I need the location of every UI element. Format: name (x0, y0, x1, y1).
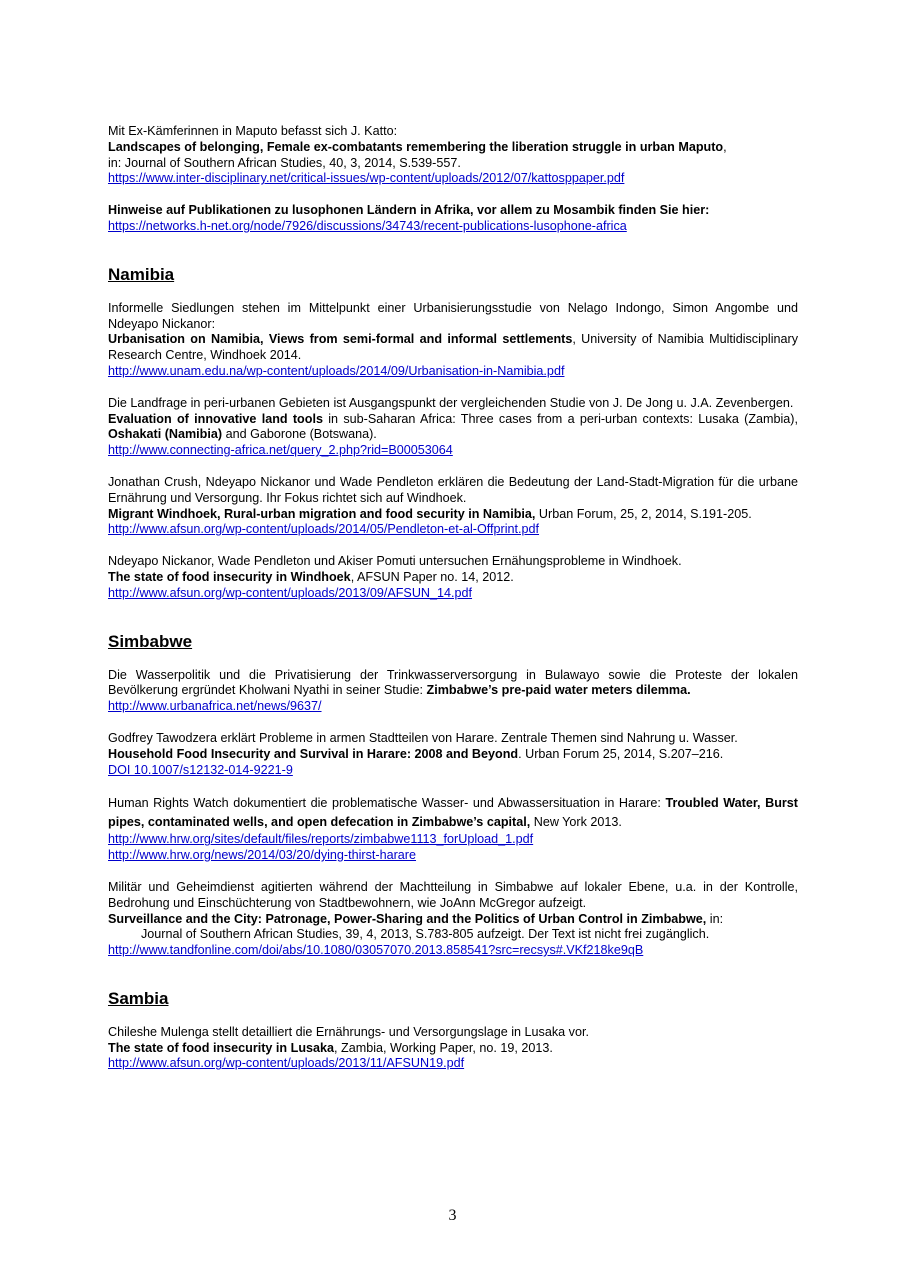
entry-simbabwe-3: Human Rights Watch dokumentiert die problematische Wasser- und Abwassersituation in Harare: Troubled Water, Burst pipes, contaminated wells, and open defecation in Zimbabwe’s capital, New York 2013. http://www.hrw.org/sites/default/files/reports/zimbabwe1113_forUpload_1.pdf http://www.hrw.org/news/2014/03/20/dying-thirst-harare (108, 796, 798, 863)
section-heading-namibia: Namibia (108, 264, 175, 284)
entry-sambia-1: Chileshe Mulenga stellt detailliert die Ernährungs- und Versorgungslage in Lusaka vor. The state of food insecurity in Lusaka, Zambia, Working Paper, no. 19, 2013. http://www.afsun.org/wp-content/uploads/2013/11/AFSUN19.pdf (108, 1025, 798, 1072)
entry-intro: Die Wasserpolitik und die Privatisierung der Trinkwasserversorgung in Bulawayo sowie die Proteste der lokalen Bevölkerung ergründet Kholwani Nyathi in seiner Studie: (108, 667, 798, 698)
entry-title: Zimbabwe’s pre-paid water meters dilemma. (426, 683, 691, 698)
entry-citation: in: Journal of Southern African Studies, 40, 3, 2014, S.539-557. (108, 155, 461, 170)
entry-intro: Informelle Siedlungen stehen im Mittelpunkt einer Urbanisierungsstudie von Nelago Indongo, Simon Angombe und Ndeyapo Nickanor: (108, 300, 798, 331)
entry-namibia-2: Die Landfrage in peri-urbanen Gebieten ist Ausgangspunkt der vergleichenden Studie von J. De Jong u. J.A. Zevenbergen. Evaluation of innovative land tools in sub-Saharan Africa: Three cases from a peri-urban contexts: Lusaka (Zambia), Oshakati (Namibia) and Gaborone (Botswana). http://www.connecting-africa.net/query_2.php?rid=B00053064 (108, 395, 798, 458)
entry-title: Migrant Windhoek, Rural-urban migration and food security in Namibia, (108, 506, 536, 521)
entry-namibia-1: Informelle Siedlungen stehen im Mittelpunkt einer Urbanisierungsstudie von Nelago Indongo, Simon Angombe und Ndeyapo Nickanor: Urbanisation on Namibia, Views from semi-formal and informal settlements, University of Namibia Multidisciplinary Research Centre, Windhoek 2014. http://www.unam.edu.na/wp-content/uploads/2014/09/Urbanisation-in-Namibia.pdf (108, 300, 798, 378)
entry-intro: Militär und Geheimdienst agitierten während der Machtteilung in Simbabwe auf lokaler Ebene, u.a. in der Kontrolle, Bedrohung und Einschüchterung von Stadtbewohnern, wie JoAnn McGregor aufzeigt. (108, 879, 798, 910)
entry-link[interactable]: http://www.hrw.org/sites/default/files/reports/zimbabwe1113_forUpload_1.pdf (108, 832, 534, 847)
entry-link[interactable]: http://www.urbanafrica.net/news/9637/ (108, 699, 322, 714)
entry-link[interactable]: https://www.inter-disciplinary.net/critical-issues/wp-content/uploads/2012/07/kattosppaper.pdf (108, 171, 625, 186)
entry-link[interactable]: https://networks.h-net.org/node/7926/discussions/34743/recent-publications-lusophone-africa (108, 218, 627, 233)
entry-citation: Journal of Southern African Studies, 39, 4, 2013, S.783-805 aufzeigt. Der Text ist nicht frei zugänglich. (141, 927, 710, 942)
entry-intro: Mit Ex-Kämferinnen in Maputo befasst sich J. Katto: (108, 124, 398, 138)
entry-link[interactable]: http://www.hrw.org/news/2014/03/20/dying-thirst-harare (108, 848, 417, 863)
entry-intro: Jonathan Crush, Ndeyapo Nickanor und Wade Pendleton erklären die Bedeutung der Land-Stadt-Migration für die urbane Ernährung und Versorgung. Ihr Fokus richtet sich auf Windhoek. (108, 474, 798, 505)
page-number: 3 (448, 1207, 457, 1224)
entry-title: Surveillance and the City: Patronage, Power-Sharing and the Politics of Urban Control in Zimbabwe, (108, 911, 707, 926)
document-body (108, 124, 798, 1072)
entry-link[interactable]: http://www.afsun.org/wp-content/uploads/2013/11/AFSUN19.pdf (108, 1056, 465, 1071)
entry-intro: Human Rights Watch dokumentiert die problematische Wasser- und Abwassersituation in Harare: (108, 796, 666, 811)
entry-lusophone (108, 203, 798, 235)
entry-title: Landscapes of belonging, Female ex-combatants remembering the liberation struggle in urban Maputo (108, 139, 724, 154)
entry-title: Household Food Insecurity and Survival in Harare: 2008 and Beyond (108, 746, 519, 761)
entry-intro: Godfrey Tawodzera erklärt Probleme in armen Stadtteilen von Harare. Zentrale Themen sind Nahrung u. Wasser. (108, 730, 738, 745)
entry-title: Urbanisation on Namibia, Views from semi-formal and informal settlements (108, 332, 573, 347)
entry-intro: Chileshe Mulenga stellt detailliert die Ernährungs- und Versorgungslage in Lusaka vor. (108, 1024, 589, 1039)
section-heading-simbabwe: Simbabwe (108, 631, 193, 651)
entry-title: Troubled Water, Burst pipes, contaminated wells, and open defecation in Zimbabwe’s capital, (108, 796, 798, 830)
entry-title: Hinweise auf Publikationen zu lusophonen Ländern in Afrika, vor allem zu Mosambik finden Sie hier: (108, 203, 710, 218)
entry-intro: Die Landfrage in peri-urbanen Gebieten ist Ausgangspunkt der vergleichenden Studie von J. De Jong u. J.A. Zevenbergen. (108, 395, 794, 410)
entry-link[interactable]: http://www.afsun.org/wp-content/uploads/2014/05/Pendleton-et-al-Offprint.pdf (108, 522, 540, 537)
section-heading-sambia: Sambia (108, 988, 169, 1008)
entry-simbabwe-4: Militär und Geheimdienst agitierten während der Machtteilung in Simbabwe auf lokaler Ebene, u.a. in der Kontrolle, Bedrohung und Einschüchterung von Stadtbewohnern, wie JoAnn McGregor aufzeigt. Surveillance and the City: Patronage, Power-Sharing and the Politics of Urban Control in Zimbabwe, in: Journal of Southern African Studies, 39, 4, 2013, S.783-805 aufzeigt. Der Text ist nicht frei zugänglich. http://www.tandfonline.com/doi/abs/10.1080/03057070.2013.858541?src=recsys#.VKf218ke9qB (108, 879, 798, 958)
entry-namibia-3: Jonathan Crush, Ndeyapo Nickanor und Wade Pendleton erklären die Bedeutung der Land-Stadt-Migration für die urbane Ernährung und Versorgung. Ihr Fokus richtet sich auf Windhoek. Migrant Windhoek, Rural-urban migration and food security in Namibia, Urban Forum, 25, 2, 2014, S.191-205. http://www.afsun.org/wp-content/uploads/2014/05/Pendleton-et-al-Offprint.pdf (108, 474, 798, 537)
entry-simbabwe-1 (108, 668, 798, 715)
entry-namibia-4: Ndeyapo Nickanor, Wade Pendleton und Akiser Pomuti untersuchen Ernähungsprobleme in Windhoek. The state of food insecurity in Windhoek, AFSUN Paper no. 14, 2012. http://www.afsun.org/wp-content/uploads/2013/09/AFSUN_14.pdf (108, 554, 798, 601)
entry-simbabwe-2: Godfrey Tawodzera erklärt Probleme in armen Stadtteilen von Harare. Zentrale Themen sind Nahrung u. Wasser. Household Food Insecurity and Survival in Harare: 2008 and Beyond. Urban Forum 25, 2014, S.207–216. DOI 10.1007/s12132-014-9221-9 (108, 731, 798, 778)
entry-link[interactable]: http://www.unam.edu.na/wp-content/uploads/2014/09/Urbanisation-in-Namibia.pdf (108, 363, 565, 378)
entry-link[interactable]: http://www.afsun.org/wp-content/uploads/2013/09/AFSUN_14.pdf (108, 585, 473, 600)
entry-intro: Ndeyapo Nickanor, Wade Pendleton und Akiser Pomuti untersuchen Ernähungsprobleme in Windhoek. (108, 554, 682, 569)
entry-link[interactable]: DOI 10.1007/s12132-014-9221-9 (108, 762, 293, 777)
entry-katto: Mit Ex-Kämferinnen in Maputo befasst sich J. Katto: Landscapes of belonging, Female ex-combatants remembering the liberation struggle in urban Maputo, in: Journal of Southern African Studies, 40, 3, 2014, S.539-557. https://www.inter-disciplinary.net/critical-issues/wp-content/uploads/2012/07/kattosppaper.pdf (108, 124, 798, 187)
entry-link[interactable]: http://www.tandfonline.com/doi/abs/10.1080/03057070.2013.858541?src=recsys#.VKf218ke9qB (108, 943, 644, 958)
entry-title: Evaluation of innovative land tools (108, 411, 323, 426)
entry-link[interactable]: http://www.connecting-africa.net/query_2.php?rid=B00053064 (108, 443, 453, 458)
entry-title: The state of food insecurity in Lusaka (108, 1040, 335, 1055)
entry-title: The state of food insecurity in Windhoek (108, 569, 351, 584)
